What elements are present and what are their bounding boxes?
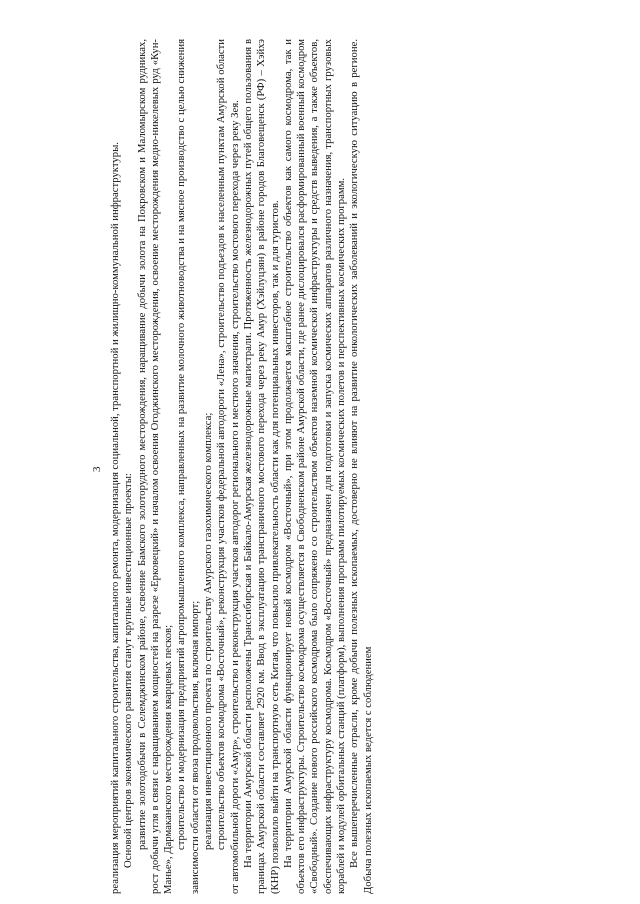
paragraph: строительство и модернизация предприятий агропромышленного комплекса, направленных на развитие молочного животноводства и на мясное производство с целью снижения зависимости области от ввоза продовольствия, включая импорт; [175,39,201,894]
paragraph: реализация инвестиционного проекта по строительству Амурского газохимического комплекса; [202,412,215,850]
body-text [109,39,375,894]
paragraph: реализация мероприятий капитального строительства, капитального ремонта, модернизация социальной, транспортной и жилищно-коммунальной инфраструктуры. [109,142,121,894]
paragraph: На территории Амурской области функционирует новый космодром «Восточный», при этом продолжается масштабное строительство объектов как самого космодрома, так и объектов его инфраструктуры. Строительство космодрома осуществляется в Свободненском районе Амурской области, где ранее дислоцировался расформированный военный космодром «Свободный». Создание нового российского космодрома было сопряжено со строительством объектов наземной космической инфраструктуры и средств выведения, а также объектов, обеспечивающих инфраструктуру космодрома. Космодром «Восточный» предназначен для подготовки и запуска космических аппаратов различного назначения, транспортных грузовых кораблей и модулей орбитальных станций (платформ), выполнения программ пилотируемых космических полетов и перспективных космических программ. [281,39,348,894]
paragraph: На территории Амурской области расположены Транссибирская и Байкало-Амурская железнодорожные магистрали. Протяженность железнодорожных путей общего пользования в границах Амурской области составляет 2920 км. Ввод в эксплуатацию трансграничного мостового перехода через реку Амур (Хэйлуцзян) в районе городов Благовещенск (РФ) – Хэйхэ (КНР) позволило выйти на транспортную сеть Китая, что повысило привлекательность области как для потенциальных инвесторов, так и для туристов. [241,39,281,894]
paragraph: развитие золотодобычи в Селемджинском районе, освоение Бамского золоторудного месторождения, наращивание добычи золота на Покровском и Маломырском рудниках, рост добычи угля в связи с наращиванием мощностей на разрезе «Ерковецкий» и началом освоения Огоджинского месторождения, освоение месторождения медно-никелевых руд «Кун-Манье», Дармаканского месторождения кварцевых песков; [135,39,175,894]
paragraph: Все вышеперечисленные отрасли, кроме добычи полезных ископаемых, достоверно не влияют на развитие онкологических заболеваний и экологическую ситуацию в регионе. Добыча полезных ископаемых ведется с соблюдением [348,39,374,894]
rotated-page-content [89,39,579,894]
page-number: 3 [91,466,103,472]
paragraph: Основой центров экономического развития станут крупные инвестиционные проекты: [122,473,135,868]
paragraph: строительство объектов космодрома «Восточный», реконструкция участков федеральной автодороги «Лена», строительство подъездов к населенным пунктам Амурской области от автомобильной дороги «Амур», строительство и реконструкция участков автодорог регионального и местного значения, строительство мостового перехода через реку Зея. [215,39,241,894]
